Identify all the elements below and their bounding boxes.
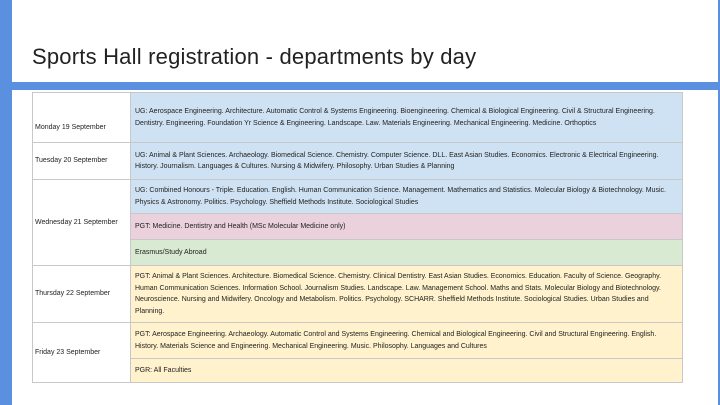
table-row <box>33 359 683 383</box>
table-row <box>33 240 683 266</box>
departments-cell: UG: Animal & Plant Sciences. Archaeology. Biomedical Science. Chemistry. Computer Science. DLL. East Asian Studies. Economics. Electronic & Electrical Engineering. History. Journalism. Languages & Cultures. Nursing & Midwifery. Philosophy. Urban Studies & Planning <box>131 143 683 180</box>
departments-cell: Erasmus/Study Abroad <box>131 240 683 266</box>
departments-cell: PGT: Medicine. Dentistry and Health (MSc Molecular Medicine only) <box>131 214 683 240</box>
divider-band <box>12 82 718 90</box>
day-cell: Monday 19 September <box>33 93 131 143</box>
day-cell: Tuesday 20 September <box>33 143 131 180</box>
slide-title: Sports Hall registration - departments by day <box>32 44 477 69</box>
day-cell: Friday 23 September <box>33 323 131 383</box>
schedule-table <box>32 92 683 383</box>
table-row <box>33 180 683 214</box>
table-row <box>33 143 683 180</box>
table-row <box>33 214 683 240</box>
departments-cell: PGT: Aerospace Engineering. Archaeology. Automatic Control and Systems Engineering. Chemical and Biological Engineering. Civil and Structural Engineering. English. History. Materials Science and Engineering. Mechanical Engineering. Music. Philosophy. Languages and Cultures <box>131 323 683 359</box>
departments-cell: PGT: Animal & Plant Sciences. Architecture. Biomedical Science. Chemistry. Clinical Dentistry. East Asian Studies. Economics. Education. Faculty of Science. Geography. Human Communication Sciences. Information School. Journalism Studies. Landscape. Law. Management School. Maths and Stats. Molecular Biology and Biotechnology. Neuroscience. Nursing and Midwifery. Oncology and Metabolism. Politics. Psychology. SCHARR. Sheffield Methods Institute. Sociological Studies. Urban Studies and Planning. <box>131 266 683 323</box>
day-cell: Thursday 22 September <box>33 266 131 323</box>
departments-cell: UG: Combined Honours - Triple. Education. English. Human Communication Science. Management. Mathematics and Statistics. Molecular Biology & Biotechnology. Music. Physics & Astronomy. Politics. Psychology. Sheffield Methods Institute. Sociological Studies <box>131 180 683 214</box>
day-cell: Wednesday 21 September <box>33 180 131 266</box>
departments-cell: PGR: All Faculties <box>131 359 683 383</box>
departments-cell: UG: Aerospace Engineering. Architecture. Automatic Control & Systems Engineering. Bioengineering. Chemical & Biological Engineering. Civil & Structural Engineering. Dentistry. Engineering. Foundation Yr Science & Engineering. Landscape. Law. Materials Engineering. Mechanical Engineering. Medicine. Orthoptics <box>131 93 683 143</box>
table-row <box>33 323 683 359</box>
table-row <box>33 93 683 143</box>
schedule-table-wrapper <box>32 92 683 383</box>
table-row <box>33 266 683 323</box>
